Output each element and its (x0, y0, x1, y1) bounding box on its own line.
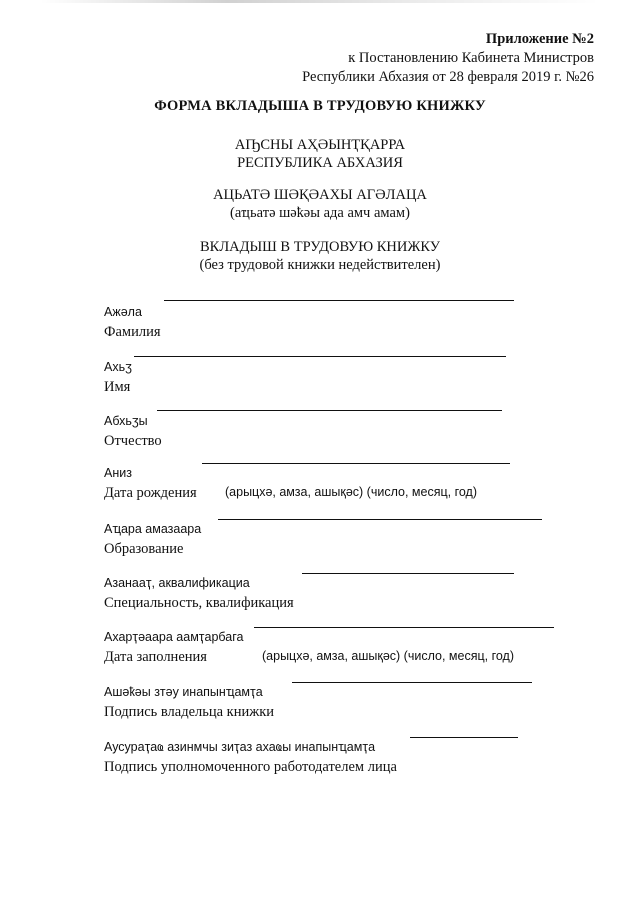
owner-signature-input-line[interactable] (292, 682, 532, 683)
patronymic-input-line[interactable] (157, 410, 502, 411)
patronymic-label-abkhaz: Абхьӡы (104, 414, 148, 428)
specialty-label-abkhaz: Азанааҭ, аквалификациа (104, 576, 250, 590)
appendix-header (302, 30, 594, 87)
employer-signature-label-abkhaz: Аусураҭаҩ азинмчы зиҭаз ахаҩы инапынҵамҭа (104, 740, 376, 754)
republic-russian: РЕСПУБЛИКА АБХАЗИЯ (237, 155, 403, 171)
form-title: ФОРМА ВКЛАДЫША В ТРУДОВУЮ КНИЖКУ (154, 98, 486, 114)
appendix-number: Приложение №2 (485, 31, 594, 47)
birth-date-input-line[interactable] (202, 463, 510, 464)
scan-edge-shadow (40, 0, 600, 3)
name-input-line[interactable] (134, 356, 506, 357)
document-russian: ВКЛАДЫШ В ТРУДОВУЮ КНИЖКУ (199, 239, 440, 255)
education-input-line[interactable] (218, 519, 542, 520)
owner-signature-label-russian: Подпись владельца книжки (104, 704, 275, 720)
specialty-label-russian: Специальность, квалификация (104, 595, 294, 611)
fill-date-label-abkhaz: Ахарҭәаара аамҭарбага (104, 630, 244, 644)
republic-abkhaz: АҦСНЫ АҲӘЫНҬҚАРРА (234, 137, 406, 153)
birth-date-label-russian: Дата рождения (104, 485, 197, 501)
education-label-abkhaz: Аҵара амазаара (104, 522, 202, 536)
birth-date-label-abkhaz: Аниз (104, 466, 132, 480)
patronymic-label-russian: Отчество (104, 433, 162, 449)
surname-input-line[interactable] (164, 300, 514, 301)
birth-date-hint: (арыцхә, амза, ашықәс) (число, месяц, год) (225, 485, 477, 499)
appendix-line-1: к Постановлению Кабинета Министров (348, 50, 594, 66)
surname-label-abkhaz: Ажәла (104, 305, 142, 319)
name-label-russian: Имя (104, 379, 131, 395)
document-abkhaz-note: (аҵьатә шәҟәы ада амч амам) (230, 205, 410, 221)
employer-signature-input-line[interactable] (410, 737, 518, 738)
appendix-line-2: Республики Абхазия от 28 февраля 2019 г. №26 (302, 69, 594, 85)
specialty-input-line[interactable] (302, 573, 514, 574)
fill-date-label-russian: Дата заполнения (104, 649, 207, 665)
education-label-russian: Образование (104, 541, 184, 557)
owner-signature-label-abkhaz: Ашәҟәы зтәу инапынҵамҭа (104, 685, 263, 699)
document-title-russian (0, 238, 640, 274)
fill-date-input-line[interactable] (254, 627, 554, 628)
republic-heading (0, 136, 640, 172)
document-abkhaz: АЦЬАТӘ ШӘҚӘАХЫ АГӘЛАЦА (213, 187, 427, 203)
name-label-abkhaz: Ахьӡ (104, 360, 132, 374)
document-title-abkhaz (0, 186, 640, 222)
document-russian-note: (без трудовой книжки недействителен) (199, 257, 441, 273)
fill-date-hint: (арыцхә, амза, ашықәс) (число, месяц, год) (262, 649, 514, 663)
employer-signature-label-russian: Подпись уполномоченного работодателем лица (104, 759, 397, 775)
surname-label-russian: Фамилия (104, 324, 161, 340)
